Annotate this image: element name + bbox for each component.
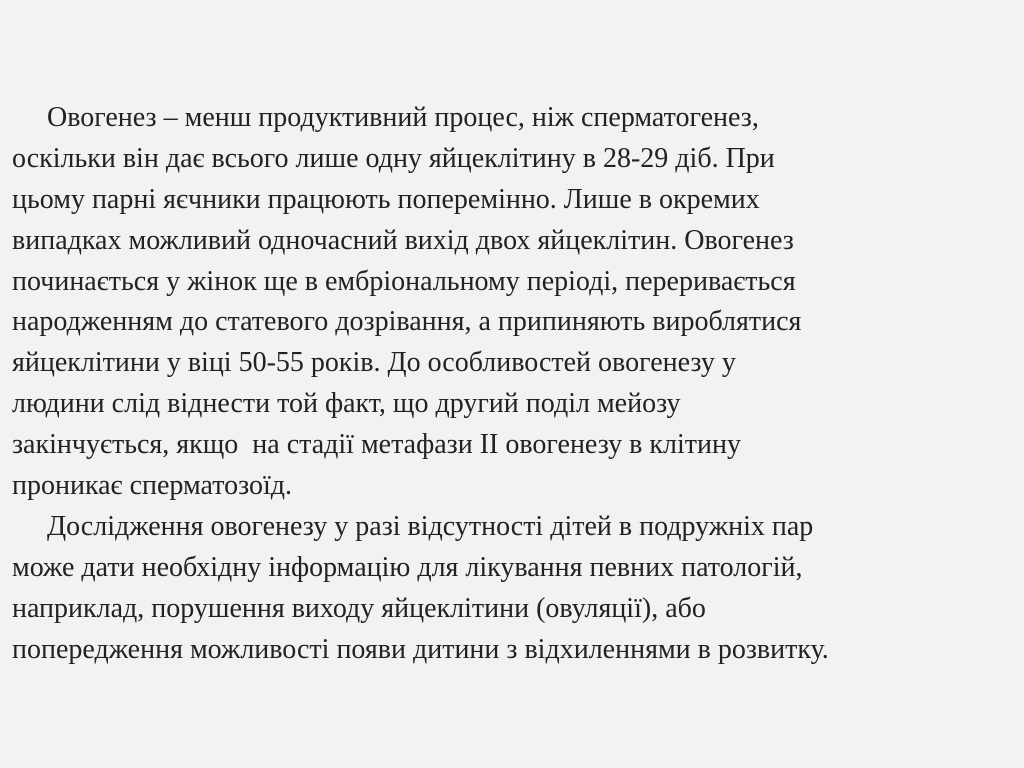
- text-line: закінчується, якщо на стадії метафази ІІ овогенезу в клітину: [12, 429, 741, 461]
- text-line: починається у жінок ще в ембріональному періоді, переривається: [12, 265, 796, 297]
- text-line: може дати необхідну інформацію для лікування певних патологій,: [12, 551, 803, 583]
- text-line: людини слід віднести той факт, що другий поділ мейозу: [12, 388, 681, 420]
- text-line: Овогенез – менш продуктивний процес, ніж сперматогенез,: [12, 102, 759, 133]
- text-line: випадках можливий одночасний вихід двох яйцеклітин. Овогенез: [12, 224, 794, 256]
- text-line: Дослідження овогенезу у разі відсутності дітей в подружніх пар: [12, 510, 814, 542]
- text-line: народженням до статевого дозрівання, а припиняють вироблятися: [12, 306, 802, 338]
- text-line: наприклад, порушення виходу яйцеклітини (овуляції), або: [12, 592, 706, 624]
- text-line: проникає сперматозоїд.: [12, 470, 293, 502]
- body-text: [12, 98, 1016, 670]
- text-line: оскільки він дає всього лише одну яйцеклітину в 28-29 діб. При: [12, 142, 775, 174]
- text-line: цьому парні яєчники працюють поперемінно. Лише в окремих: [12, 183, 760, 215]
- text-line: яйцеклітини у віці 50-55 років. До особливостей овогенезу у: [12, 347, 736, 379]
- text-line: попередження можливості появи дитини з відхиленнями в розвитку.: [12, 633, 829, 665]
